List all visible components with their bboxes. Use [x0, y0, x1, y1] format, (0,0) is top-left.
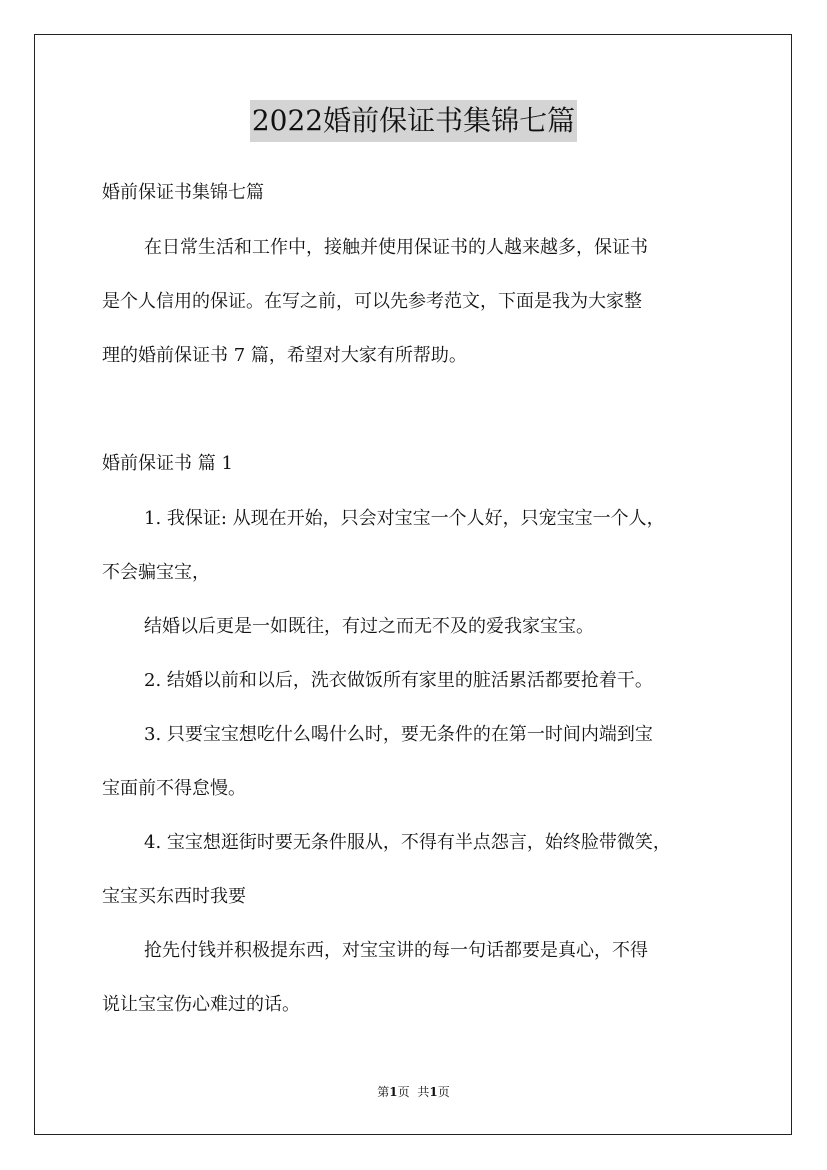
title-container [0, 100, 827, 142]
item-4-line-4: 说让宝宝伤心难过的话。 [102, 994, 300, 1015]
document-title: 2022婚前保证书集锦七篇 [250, 100, 577, 142]
item-2-line-1: 2. 结婚以前和以后，洗衣做饭所有家里的脏活累活都要抢着干。 [144, 670, 653, 691]
item-1-line-3: 结婚以后更是一如既往，有过之而无不及的爱我家宝宝。 [144, 616, 594, 637]
item-3-line-1: 3. 只要宝宝想吃什么喝什么时，要无条件的在第一时间内端到宝 [144, 724, 653, 745]
item-3-line-2: 宝面前不得怠慢。 [102, 778, 246, 799]
footer-page-suffix: 页 [397, 1085, 410, 1099]
document-subtitle: 婚前保证书集锦七篇 [102, 182, 264, 203]
section-heading: 婚前保证书 篇 1 [102, 453, 233, 474]
footer-page-prefix: 第 [377, 1085, 390, 1099]
item-1-line-1: 1. 我保证: 从现在开始，只会对宝宝一个人好，只宠宝宝一个人， [144, 508, 665, 529]
footer-page-number: 1 [389, 1085, 398, 1099]
item-4-line-1: 4. 宝宝想逛街时要无条件服从，不得有半点怨言，始终脸带微笑， [144, 832, 671, 853]
page-footer [0, 1084, 827, 1100]
footer-total-suffix: 页 [437, 1085, 450, 1099]
item-4-line-3: 抢先付钱并积极提东西，对宝宝讲的每一句话都要是真心，不得 [144, 940, 648, 961]
intro-line-3: 理的婚前保证书 7 篇，希望对大家有所帮助。 [102, 345, 467, 366]
item-1-line-2: 不会骗宝宝， [102, 562, 210, 583]
footer-total-number: 1 [429, 1085, 438, 1099]
footer-total-prefix: 共 [417, 1085, 430, 1099]
intro-line-2: 是个人信用的保证。在写之前，可以先参考范文，下面是我为大家整 [102, 291, 642, 312]
intro-line-1: 在日常生活和工作中，接触并使用保证书的人越来越多，保证书 [144, 237, 648, 258]
item-4-line-2: 宝宝买东西时我要 [102, 886, 246, 907]
